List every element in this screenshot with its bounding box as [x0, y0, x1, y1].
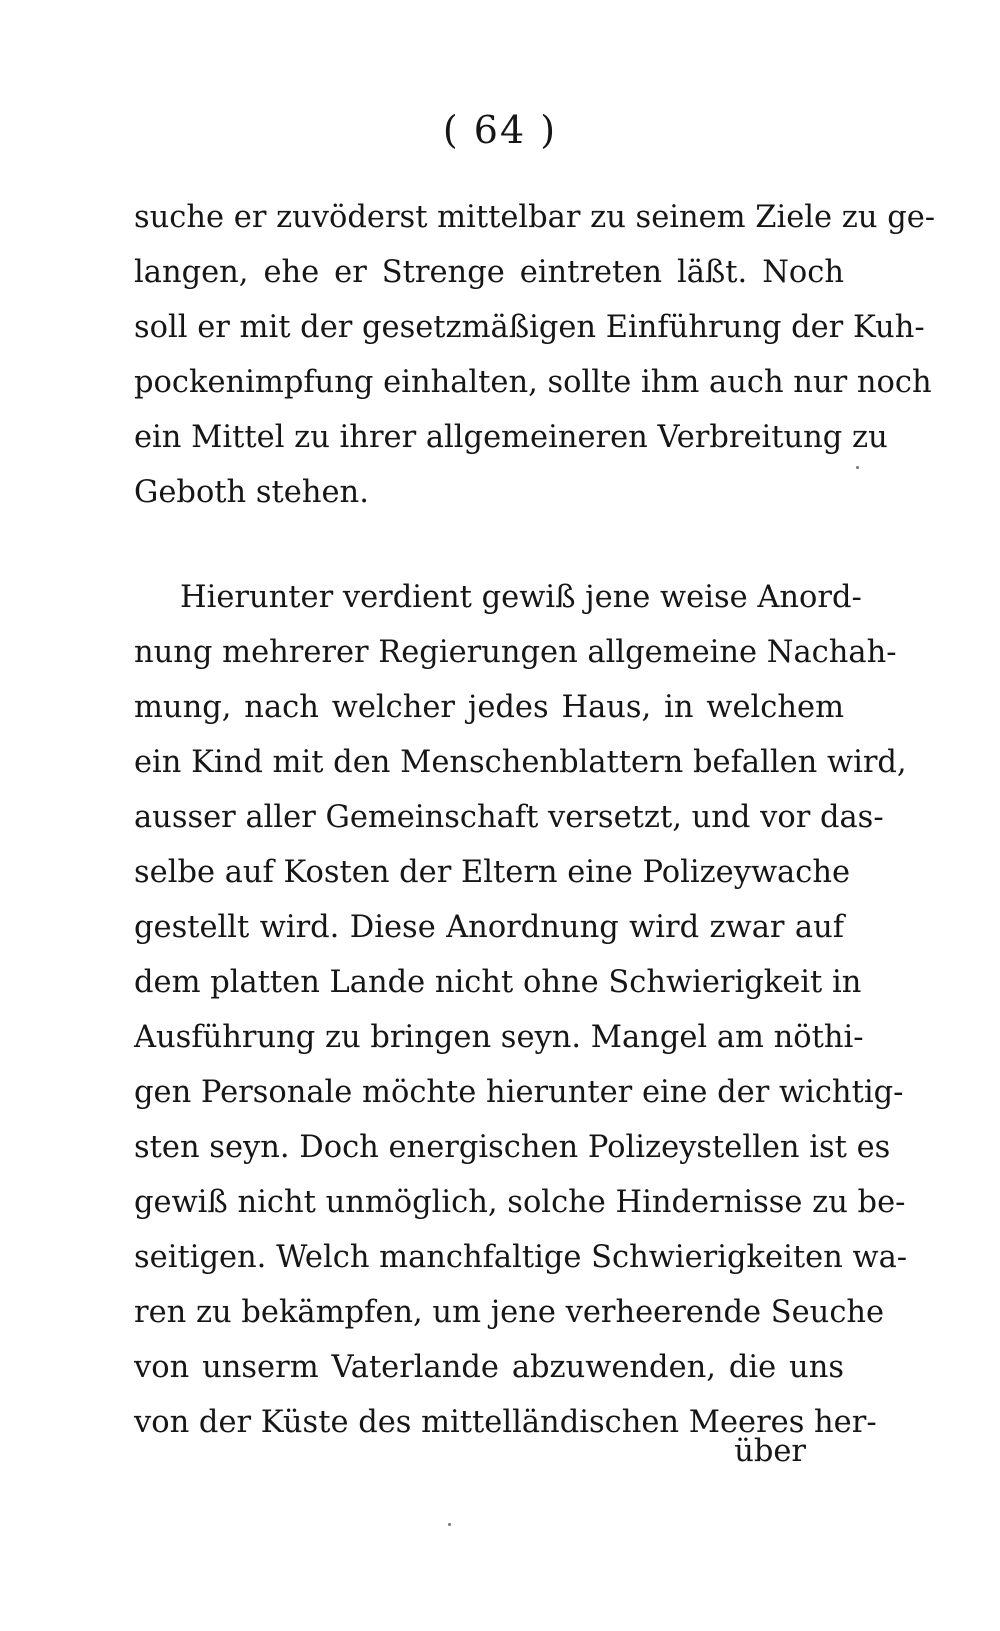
paragraph-2 — [134, 570, 908, 1450]
text-line: langen, ehe er Strenge eintreten läßt. Noch — [134, 255, 844, 290]
text-line: selbe auf Kosten der Eltern eine Polizeywache — [134, 855, 851, 890]
text-line: gestellt wird. Diese Anordnung wird zwar auf — [134, 910, 844, 945]
text-line: pockenimpfung einhalten, sollte ihm auch nur noch — [134, 365, 932, 400]
text-line: suche er zuvöderst mittelbar zu seinem Ziele zu ge- — [134, 200, 936, 235]
text-line: nung mehrerer Regierungen allgemeine Nachah- — [134, 635, 897, 670]
catchword: über — [734, 1434, 806, 1469]
text-line: mung, nach welcher jedes Haus, in welchem — [134, 690, 844, 725]
print-speck — [856, 466, 859, 469]
text-line: gen Personale möchte hierunter eine der wichtig- — [134, 1075, 904, 1110]
text-line: seitigen. Welch manchfaltige Schwierigkeiten wa- — [134, 1240, 908, 1275]
print-speck — [448, 1523, 451, 1526]
text-line: dem platten Lande nicht ohne Schwierigkeit in — [134, 965, 862, 1000]
page-number: ( 64 ) — [442, 108, 558, 152]
text-line: Hierunter verdient gewiß jene weise Anord- — [180, 580, 862, 615]
text-line: sten seyn. Doch energischen Polizeystellen ist es — [134, 1130, 891, 1165]
text-line: ein Mittel zu ihrer allgemeineren Verbreitung zu — [134, 420, 888, 455]
text-line: von unserm Vaterlande abzuwenden, die uns — [134, 1350, 844, 1385]
paragraph-1 — [134, 190, 936, 520]
text-line: von der Küste des mittelländischen Meeres her- — [134, 1405, 877, 1440]
text-line: Geboth stehen. — [134, 475, 369, 510]
text-line: ein Kind mit den Menschenblattern befallen wird, — [134, 745, 907, 780]
text-line: ren zu bekämpfen, um jene verheerende Seuche — [134, 1295, 885, 1330]
text-line: Ausführung zu bringen seyn. Mangel am nöthi- — [134, 1020, 864, 1055]
text-line: soll er mit der gesetzmäßigen Einführung der Kuh- — [134, 310, 925, 345]
text-line: gewiß nicht unmöglich, solche Hindernisse zu be- — [134, 1185, 906, 1220]
text-line: ausser aller Gemeinschaft versetzt, und vor das- — [134, 800, 884, 835]
